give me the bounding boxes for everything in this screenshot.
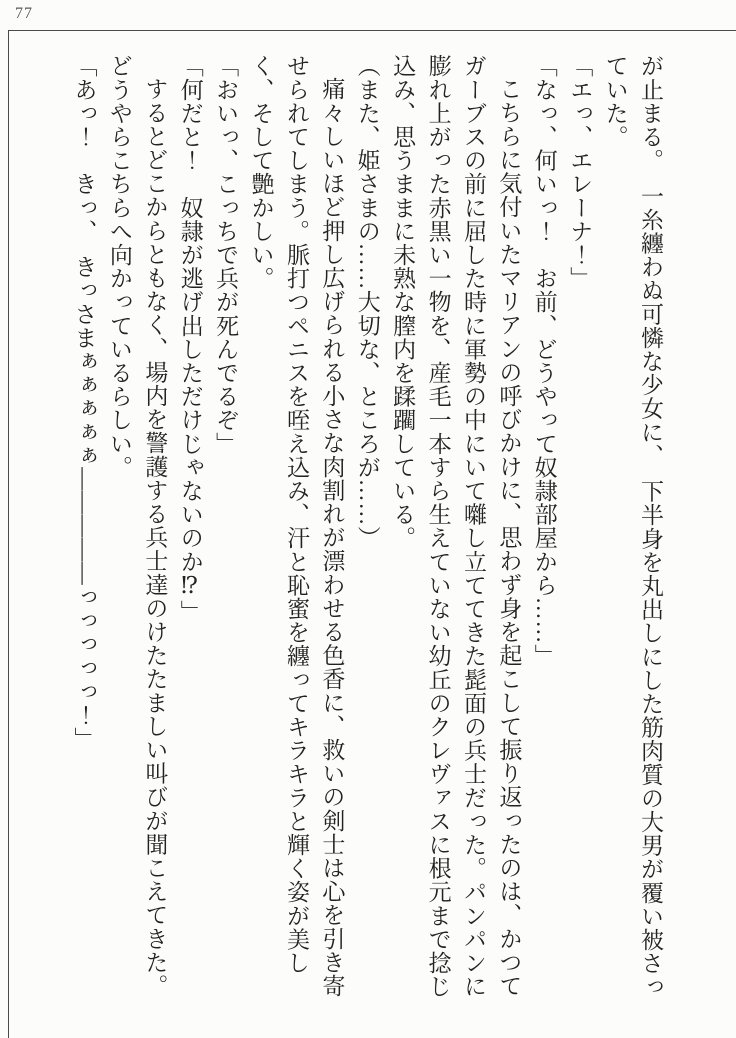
page-number: 77 — [15, 5, 33, 22]
paragraph: （また、姫さまの……大切な、ところが……） — [354, 54, 380, 550]
paragraph: こちらに気付いたマリアンの呼びかけに、思わず身を起こして振り返ったのは、かつてガーブスの前に屈した時に軍勢の中にいて囃し立ててきた髭面の兵士だった。パンパンに膨れ上がった赤黒い一物を、産毛一本すら生えていない幼丘のクレヴァスに根元まで捻じ込み、思うままに未熟な膣内を蹂躙している。 — [390, 54, 522, 998]
paragraph: 「エっ、エレーナ！」 — [567, 54, 593, 290]
paragraph: 痛々しいほど押し広げられる小さな肉割れが漂わせる色香に、救いの剣士は心を引き寄せられてしまう。脈打つペニスを咥え込み、汗と恥蜜を纏ってキラキラと輝く姿が美しく、そして艶かしい。 — [248, 54, 345, 998]
paragraph: 「何だと！ 奴隷が逃げ出しただけじゃないのか⁉」 — [177, 54, 203, 624]
paragraph: 「なっ、何いっ！ お前、どうやって奴隷部屋から……」 — [531, 54, 557, 668]
paragraph: が止まる。 一糸纏わぬ可憐な少女に、 下半身を丸出しにした筋肉質の大男が覆い被さっていた。 — [602, 54, 663, 999]
paragraph: するとどこからともなく、場内を警護する兵士達のけたたましい叫びが聞こえてきた。どうやらこちらへ向かっているらしい。 — [106, 54, 168, 998]
novel-text — [66, 54, 668, 1004]
paragraph: 「あっ！ きっ、 きっさまぁぁぁぁぁ―――――っっっっっ！」 — [71, 54, 97, 751]
paragraph: 「おいっ、こっちで兵が死んでるぞ」 — [213, 54, 239, 456]
